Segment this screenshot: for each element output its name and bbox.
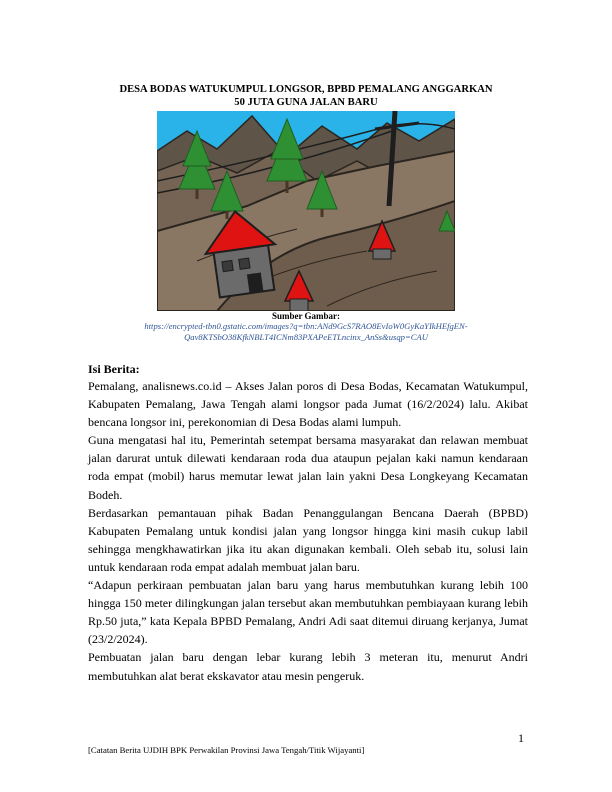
image-source-url[interactable] (100, 321, 512, 343)
paragraph-3: Berdasarkan pemantauan pihak Badan Penanggulangan Bencana Daerah (BPBD) Kabupaten Pemalang untuk kondisi jalan yang longsor hingga kini masih cukup labil sehingga mengkhawatirkan jika itu akan digunakan kembali. Oleh sebab itu, solusi lain untuk kendaraan roda empat adalah membuat jalan baru. (88, 505, 528, 574)
page-number: 1 (518, 731, 524, 745)
article-body (88, 377, 528, 685)
paragraph-5: Pembuatan jalan baru dengan lebar kurang lebih 3 meteran itu, menurut Andri membutuhkan alat berat ekskavator atau mesin pengeruk. (88, 650, 528, 683)
image-source-url-line-2[interactable]: Qav8KTSbO38KfkNBLT4ICNm83PXAPeETLncinx_AnSs&usqp=CAU (184, 332, 428, 342)
article-title (80, 84, 532, 109)
paragraph-2: Guna mengatasi hal itu, Pemerintah setempat bersama masyarakat dan relawan membuat jalan darurat untuk dilewati kendaraan roda dua ataupun pejalan kaki namun kendaraan roda empat (mobil) harus memutar lewat jalan lain yakni Desa Longkeyang Kecamatan Bodeh. (88, 433, 528, 502)
landslide-illustration (157, 111, 455, 311)
footer-note: [Catatan Berita UJDIH BPK Perwakilan Provinsi Jawa Tengah/Titik Wijayanti] (88, 745, 365, 755)
section-heading: Isi Berita: (88, 362, 140, 376)
title-line-1: DESA BODAS WATUKUMPUL LONGSOR, BPBD PEMALANG ANGGARKAN (119, 84, 493, 95)
paragraph-1: Pemalang, analisnews.co.id – Akses Jalan poros di Desa Bodas, Kecamatan Watukumpul, Kabupaten Pemalang, Jawa Tengah alami longsor pada Jumat (16/2/2024) lalu. Akibat bencana longsor ini, perekonomian di Desa Bodas alami lumpuh. (88, 379, 528, 430)
image-source-label: Sumber Gambar: (271, 311, 341, 321)
paragraph-4: “Adapun perkiraan pembuatan jalan baru yang harus membutuhkan kurang lebih 100 hingga 150 meter dilingkungan jalan tersebut akan membutuhkan pembiayaan kurang lebih Rp.50 juta,” kata Kepala BPBD Pemalang, Andri Adi saat ditemui diruang kerjanya, Jumat (23/2/2024). (88, 578, 528, 647)
title-line-2: 50 JUTA GUNA JALAN BARU (234, 96, 378, 108)
image-source-url-line-1[interactable]: https://encrypted-tbn0.gstatic.com/images?q=tbn:ANd9GcS7RAO8EvIoW0GyKaYIkHEfgEN- (144, 321, 468, 331)
